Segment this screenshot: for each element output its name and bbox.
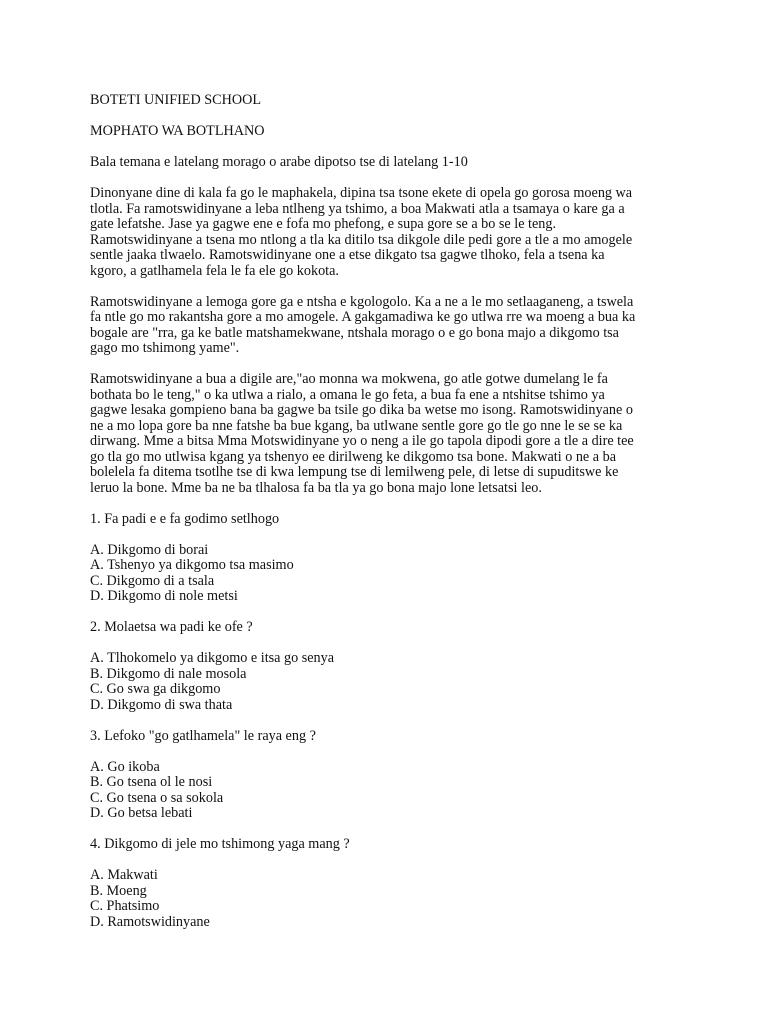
answer-option: D. Dikgomo di swa thata — [90, 696, 233, 713]
passage-line: leruo la bone. Mme ba ne ba tlhalosa fa ba tla ya go bona majo lone letsatsi leo. — [90, 479, 542, 496]
answer-option: B. Moeng — [90, 882, 147, 899]
spacer — [90, 636, 680, 652]
passage-paragraph-3 — [90, 372, 680, 496]
passage-line: kgoro, a gatlhamela fela le fa ele go kokota. — [90, 262, 339, 279]
answer-option: C. Go tsena o sa sokola — [90, 789, 224, 806]
answer-option: C. Go swa ga dikgomo — [90, 681, 221, 697]
spacer — [90, 357, 680, 373]
answer-option: A. Dikgomo di borai — [90, 541, 209, 558]
school-name: BOTETI UNIFIED SCHOOL — [90, 92, 262, 108]
spacer — [90, 822, 680, 838]
answer-option: D. Go betsa lebati — [90, 805, 193, 821]
answer-option: A. Tlhokomelo ya dikgomo e itsa go senya — [90, 650, 335, 666]
passage-line: fa ntle go mo rakantsha gore a mo amogele. A gakgamadiwa ke go utlwa rre wa moeng a bua ka — [90, 309, 636, 325]
passage-line: dirwang. Mme a bitsa Mma Motswidinyane yo o neng a ile go tapola dipodi gore a tle a dire tee — [90, 433, 634, 449]
question-block-3 — [90, 729, 680, 822]
answer-option: C. Phatsimo — [90, 898, 160, 914]
spacer — [90, 853, 680, 869]
passage-line: Dinonyane dine di kala fa go le maphakela, dipina tsa tsone ekete di opela go gorosa moeng wa — [90, 185, 633, 201]
document-page — [90, 93, 680, 930]
question-text: 2. Molaetsa wa padi ke ofe ? — [90, 619, 253, 635]
passage-line: gate lefatshe. Jase ya gagwe ene e fofa mo phefong, e supa gore se a bo se le teng. — [90, 216, 557, 232]
passage-line: Ramotswidinyane a lemoga gore ga e ntsha e kgologolo. Ka a ne a le mo setlaaganeng, a tswela — [90, 293, 634, 310]
passage-line: gago mo tshimong yame". — [90, 340, 240, 356]
answer-option: D. Ramotswidinyane — [90, 913, 210, 930]
spacer — [90, 713, 680, 729]
answer-option: C. Dikgomo di a tsala — [90, 572, 215, 589]
passage-line: Ramotswidinyane a tsena mo ntlong a tla ka ditilo tsa dikgole dile pedi gore a tle a mo amogele — [90, 231, 633, 248]
passage-line: gagwe lesaka gompieno bana ba gagwe ba tsile go dika ba wetse mo isong. Ramotswidinyane o — [90, 402, 633, 418]
passage-line: go tla go mo utlwisa kgang ya tshenyo ee dirilweng ke dikgomo tsa bone. Makwati o ne a ba — [90, 448, 617, 465]
passage-paragraph-1 — [90, 186, 680, 279]
answer-option: A. Go ikoba — [90, 758, 160, 775]
instruction-text: Bala temana e latelang morago o arabe dipotso tse di latelang 1-10 — [90, 154, 468, 170]
answer-option: B. Go tsena ol le nosi — [90, 774, 213, 790]
question-block-1 — [90, 512, 680, 605]
answer-option: B. Dikgomo di nale mosola — [90, 665, 247, 682]
answer-option: A. Tshenyo ya dikgomo tsa masimo — [90, 557, 294, 573]
question-text: 4. Dikgomo di jele mo tshimong yaga mang ? — [90, 836, 350, 852]
passage-paragraph-2 — [90, 295, 680, 357]
spacer — [90, 109, 680, 125]
spacer — [90, 527, 680, 543]
question-block-4 — [90, 837, 680, 930]
passage-line: bothata bo le teng," o ka utlwa a rialo, a omana le go feta, a bua fa ene a ntshitse tshimo ya — [90, 386, 605, 403]
spacer — [90, 605, 680, 621]
question-text: 1. Fa padi e e fa godimo setlhogo — [90, 510, 280, 527]
passage-line: bogale are "rra, ga ke batle matshamekwane, ntshala morago o e go bona majo a dikgomo tsa — [90, 324, 619, 341]
spacer — [90, 279, 680, 295]
passage-line: ne a mo lopa gore ba nne fatshe ba bue kgang, ba utlwane sentle gore go tle go nne le se se ka — [90, 417, 623, 434]
answer-option: D. Dikgomo di nole metsi — [90, 588, 238, 604]
passage-line: sentle jaaka tlwaelo. Ramotswidinyane one a etse dikgato tsa gagwe tlhoko, fela a tsena ka — [90, 247, 605, 263]
question-block-2 — [90, 620, 680, 713]
question-text: 3. Lefoko "go gatlhamela" le raya eng ? — [90, 727, 316, 744]
spacer — [90, 140, 680, 156]
spacer — [90, 496, 680, 512]
spacer — [90, 744, 680, 760]
grade-heading: MOPHATO WA BOTLHANO — [90, 123, 265, 139]
passage-line: Ramotswidinyane a bua a digile are,"ao monna wa mokwena, go atle gotwe dumelang le fa — [90, 371, 608, 387]
spacer — [90, 171, 680, 187]
passage-line: tlotla. Fa ramotswidinyane a leba ntlheng ya tshimo, a boa Makwati atla a tsamaya o kare ga a — [90, 200, 625, 217]
answer-option: A. Makwati — [90, 867, 158, 883]
passage-line: bolelela fa ditema tsotlhe tse di kwa lempung tse di lemilweng pele, di letse di supuditswe ke — [90, 464, 619, 480]
